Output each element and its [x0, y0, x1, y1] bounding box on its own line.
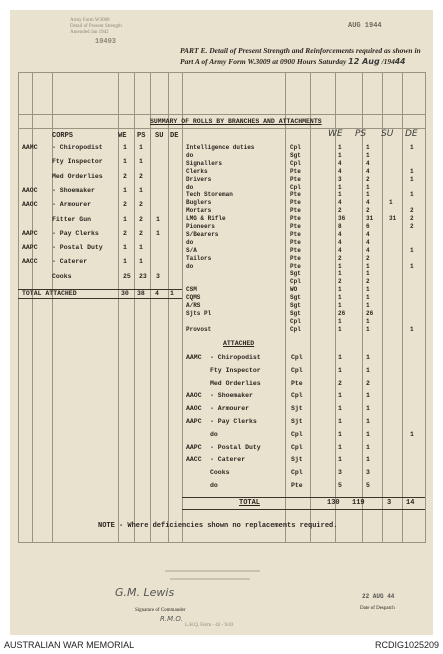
row-ps: 1	[366, 183, 370, 191]
row-corps: AACC	[22, 258, 38, 266]
left-sig-caption: Signature of Commander	[135, 608, 186, 613]
row-ps: 1	[366, 354, 370, 361]
footer-right: RCDIG1025209	[374, 640, 439, 650]
row-we: 1	[338, 191, 342, 199]
row-ps: 1	[366, 151, 370, 159]
row-de: 1	[410, 144, 414, 151]
row-trade: - Pay Clerks	[52, 229, 99, 237]
row-trade: Provost	[186, 325, 212, 333]
row-we: 1	[338, 430, 342, 438]
row-ps: 1	[139, 158, 143, 166]
grid-line	[362, 72, 363, 542]
row-we: 1	[123, 258, 127, 266]
right-sig-caption: Date of Despatch	[360, 606, 395, 611]
row-we: 2	[338, 207, 342, 215]
row-ps: 4	[366, 167, 370, 175]
row-rank: Pte	[290, 167, 301, 175]
row-rank: Pte	[290, 238, 301, 246]
row-we: 4	[338, 238, 342, 246]
grid-line	[182, 72, 183, 542]
row-rank: Sgt	[290, 294, 301, 302]
total-rule	[182, 509, 425, 510]
grand-total-label: TOTAL	[239, 499, 261, 507]
grid-line	[402, 72, 403, 542]
row-rank: Sgt	[290, 309, 301, 317]
row-rank: Cpl	[291, 443, 303, 451]
row-su: 3	[156, 272, 160, 280]
row-we: 1	[338, 325, 342, 333]
row-rank: Pte	[290, 230, 301, 238]
row-trade: do	[186, 151, 194, 159]
row-we: 1	[123, 215, 127, 223]
row-we: 4	[338, 246, 342, 254]
row-ps: 1	[139, 244, 143, 252]
attached-heading: ATTACHED	[223, 340, 255, 347]
row-rank: Cpl	[290, 317, 301, 325]
row-trade: Buglers	[186, 199, 212, 207]
row-rank: Pte	[290, 207, 301, 215]
row-we: 1	[338, 456, 342, 464]
row-de: 1	[410, 246, 414, 254]
document-sheet	[10, 10, 433, 635]
row-we: 1	[338, 366, 342, 374]
row-corps: AAOC	[186, 392, 202, 400]
grand-total-ps: 119	[352, 499, 365, 507]
row-we: 1	[123, 158, 127, 166]
row-we: 1	[338, 443, 342, 451]
row-rank: Cpl	[290, 325, 301, 333]
row-corps: AAOC	[22, 201, 38, 209]
row-ps: 1	[366, 430, 370, 438]
row-trade: do	[186, 262, 194, 270]
row-we: 5	[338, 482, 342, 489]
row-rank: Sjt	[291, 456, 303, 464]
row-ps: 23	[139, 272, 147, 280]
row-ps: 4	[366, 238, 370, 246]
row-ps: 1	[366, 405, 370, 413]
row-trade: Pioneers	[186, 223, 215, 230]
row-rank: Cpl	[291, 392, 303, 400]
part-subtitle	[180, 57, 405, 66]
grid-line	[18, 114, 426, 115]
grid-line	[118, 72, 119, 542]
row-rank: WO	[290, 286, 298, 294]
grand-total-su: 3	[387, 499, 392, 507]
row-we: 1	[123, 144, 127, 151]
row-trade: - Caterer	[210, 456, 246, 464]
row-ps: 2	[139, 172, 143, 180]
row-trade: Drivers	[186, 175, 212, 183]
grid-line	[32, 72, 33, 542]
row-corps: AAMC	[22, 144, 38, 151]
row-trade: - Chiropodist	[52, 144, 103, 151]
left-heading-we: WE	[118, 132, 127, 140]
grid-line	[168, 72, 169, 542]
grid-line	[134, 72, 135, 542]
row-trade: Cooks	[52, 272, 72, 280]
row-rank: Pte	[291, 482, 303, 489]
left-heading-corps: CORPS	[52, 132, 74, 140]
row-trade: CQMS	[186, 294, 201, 302]
commander-signature: G.M. Lewis	[115, 586, 175, 599]
row-trade: - Postal Duty	[52, 244, 103, 252]
total-rule	[18, 298, 182, 299]
total-rule	[182, 497, 425, 498]
row-ps: 2	[366, 254, 370, 262]
row-we: 1	[338, 183, 342, 191]
column-head-de: DE	[405, 129, 418, 139]
grid-line	[335, 72, 336, 542]
row-trade: - Shoemaker	[52, 186, 95, 194]
grid-line	[18, 72, 426, 73]
row-de: 2	[410, 223, 414, 230]
row-trade: Mortars	[186, 207, 212, 215]
row-we: 8	[338, 223, 342, 230]
row-rank: Pte	[290, 262, 301, 270]
row-rank: Sjt	[291, 418, 303, 425]
row-ps: 2	[139, 201, 143, 209]
row-rank: Sgt	[290, 151, 301, 159]
row-ps: 1	[366, 392, 370, 400]
row-ps: 31	[366, 215, 374, 223]
row-trade: S/Bearers	[186, 230, 219, 238]
row-ps: 2	[139, 215, 143, 223]
row-trade: - Armourer	[210, 405, 250, 413]
row-ps: 1	[366, 302, 370, 309]
row-ps: 3	[366, 469, 370, 477]
row-trade: - Pay Clerks	[210, 418, 257, 425]
row-ps: 1	[366, 270, 370, 278]
left-heading-de: DE	[170, 132, 179, 140]
row-we: 3	[338, 469, 342, 477]
faint-stamp-mark	[170, 578, 250, 580]
row-rank: Pte	[290, 215, 301, 223]
row-we: 3	[338, 175, 342, 183]
row-ps: 4	[366, 199, 370, 207]
row-ps: 2	[366, 175, 370, 183]
row-rank: Pte	[290, 191, 301, 199]
row-trade: - Postal Duty	[210, 443, 261, 451]
row-trade: do	[186, 183, 194, 191]
row-rank: Pte	[290, 175, 301, 183]
row-we: 26	[338, 309, 346, 317]
row-ps: 4	[366, 230, 370, 238]
row-ps: 2	[366, 278, 370, 286]
row-we: 1	[123, 186, 127, 194]
row-trade: Med Orderlies	[52, 172, 103, 180]
row-de: 1	[410, 191, 414, 199]
row-rank: Pte	[290, 199, 301, 207]
part-title: PART E. Detail of Present Strength and Reinforcements required as shown in	[180, 46, 421, 55]
left-total-ps: 38	[137, 290, 145, 297]
row-rank: Pte	[290, 246, 301, 254]
row-trade: Tailors	[186, 254, 212, 262]
row-de: 1	[410, 325, 414, 333]
row-we: 1	[338, 405, 342, 413]
row-trade: do	[210, 430, 218, 438]
footer-bar	[0, 638, 443, 654]
row-ps: 2	[366, 379, 370, 387]
row-corps: AAPC	[186, 443, 202, 451]
row-we: 2	[123, 201, 127, 209]
column-head-su: SU	[381, 129, 394, 139]
row-trade: Fitter Gun	[52, 215, 92, 223]
row-su: 31	[389, 215, 397, 223]
row-trade: Tech Storeman	[186, 191, 233, 199]
row-we: 1	[338, 418, 342, 425]
row-rank: Cpl	[291, 430, 303, 438]
row-rank: Pte	[291, 379, 303, 387]
row-ps: 1	[139, 258, 143, 266]
row-ps: 4	[366, 246, 370, 254]
left-total-label: TOTAL ATTACHED	[22, 290, 77, 297]
row-ps: 1	[139, 186, 143, 194]
note: NOTE - Where deficiencies shown no replacements required.	[98, 522, 338, 530]
row-trade: A/RS	[186, 302, 201, 309]
row-rank: Sgt	[290, 270, 301, 278]
left-total-de: 1	[170, 290, 174, 297]
column-head-ps: PS	[355, 129, 367, 139]
row-rank: Cpl	[290, 183, 301, 191]
row-we: 1	[338, 151, 342, 159]
row-trade: Cooks	[210, 469, 230, 477]
row-we: 2	[123, 172, 127, 180]
left-heading-su: SU	[155, 132, 164, 140]
row-trade: Signallers	[186, 159, 223, 167]
row-ps: 4	[366, 159, 370, 167]
form-ref-line: Amended Jan 1942	[70, 30, 109, 35]
row-rank: Cpl	[290, 278, 301, 286]
row-we: 4	[338, 159, 342, 167]
row-corps: AAOC	[22, 186, 38, 194]
handwritten-date: 12 Aug	[348, 57, 380, 66]
row-we: 1	[338, 286, 342, 294]
row-corps: AAMC	[186, 354, 202, 361]
row-de: 2	[410, 207, 414, 215]
row-ps: 1	[366, 144, 370, 151]
row-corps: AAOC	[186, 405, 202, 413]
row-we: 36	[338, 215, 346, 223]
row-trade: CSM	[186, 286, 197, 294]
handwritten-year: 44	[394, 57, 406, 66]
row-corps: AAPC	[22, 244, 38, 252]
row-rank: Sjt	[291, 405, 303, 413]
row-trade: Med Orderlies	[210, 379, 261, 387]
received-stamp: AUG 1944	[348, 22, 382, 30]
row-trade: do	[186, 238, 194, 246]
row-ps: 2	[139, 229, 143, 237]
row-ps: 1	[366, 325, 370, 333]
row-we: 4	[338, 167, 342, 175]
row-we: 1	[338, 302, 342, 309]
row-rank: Sgt	[290, 302, 301, 309]
row-trade: LMG & Rifle	[186, 215, 226, 223]
grand-total-de: 14	[406, 499, 415, 507]
row-we: 1	[338, 270, 342, 278]
grid-line	[285, 72, 286, 542]
row-we: 4	[338, 230, 342, 238]
row-trade: - Armourer	[52, 201, 92, 209]
faint-stamp-mark	[165, 570, 260, 572]
row-trade: S/A	[186, 246, 197, 254]
column-head-we: WE	[328, 129, 343, 139]
grid-line	[150, 72, 151, 542]
row-we: 1	[338, 262, 342, 270]
row-we: 2	[123, 229, 127, 237]
row-corps: AAPC	[22, 229, 38, 237]
left-total-su: 4	[155, 290, 159, 297]
row-de: 1	[410, 167, 414, 175]
row-de: 1	[410, 430, 414, 438]
year-suffix: /194	[381, 57, 395, 66]
row-trade: Fty Inspector	[52, 158, 103, 166]
row-trade: Sjts Pl	[186, 309, 212, 317]
row-ps: 1	[366, 286, 370, 294]
serial-stamp: 10493	[95, 38, 117, 46]
row-ps: 1	[366, 418, 370, 425]
row-rank: Cpl	[291, 366, 303, 374]
row-trade: Fty Inspector	[210, 366, 261, 374]
row-corps: AACC	[186, 456, 202, 464]
row-we: 2	[338, 379, 342, 387]
row-we: 2	[338, 254, 342, 262]
row-ps: 1	[366, 262, 370, 270]
row-rank: Cpl	[290, 159, 301, 167]
row-trade: Intelligence duties	[186, 144, 255, 151]
row-we: 1	[338, 354, 342, 361]
row-rank: Cpl	[290, 144, 301, 151]
grid-line	[52, 72, 53, 542]
row-ps: 1	[366, 443, 370, 451]
row-we: 25	[123, 272, 131, 280]
row-we: 1	[338, 294, 342, 302]
grid-line	[425, 72, 426, 542]
row-de: 1	[410, 175, 414, 183]
row-ps: 26	[366, 309, 374, 317]
form-ref-block	[70, 18, 122, 36]
row-trade: - Caterer	[52, 258, 88, 266]
part-subtitle-text: Part A of Army Form W.3009 at 0900 Hours Saturday	[180, 57, 347, 66]
left-total-we: 30	[121, 290, 129, 297]
row-trade: do	[210, 482, 218, 489]
row-ps: 1	[366, 294, 370, 302]
row-we: 1	[338, 144, 342, 151]
row-rank: Pte	[290, 254, 301, 262]
row-rank: Cpl	[291, 469, 303, 477]
grid-line	[18, 72, 19, 542]
grand-total-we: 130	[327, 499, 340, 507]
row-trade: - Chiropodist	[210, 354, 261, 361]
row-ps: 1	[139, 144, 143, 151]
despatch-date: 22 AUG 44	[362, 593, 395, 600]
grid-line	[382, 72, 383, 542]
row-de: 1	[410, 262, 414, 270]
row-trade: - Shoemaker	[210, 392, 253, 400]
row-ps: 1	[366, 191, 370, 199]
row-ps: 2	[366, 207, 370, 215]
row-corps: AAPC	[186, 418, 202, 425]
row-we: 1	[338, 392, 342, 400]
row-rank: Pte	[290, 223, 301, 230]
row-su: 1	[156, 215, 160, 223]
form-ref-line: Detail of Present Strength	[70, 24, 122, 29]
row-ps: 1	[366, 456, 370, 464]
row-rank: Cpl	[291, 354, 303, 361]
row-we: 4	[338, 199, 342, 207]
summary-title: SUMMARY OF ROLLS BY BRANCHES AND ATTACHMENTS	[150, 118, 322, 125]
row-su: 1	[389, 199, 393, 207]
form-ref-line: Army Form W3008	[70, 18, 110, 23]
row-ps: 1	[366, 366, 370, 374]
footer-left: AUSTRALIAN WAR MEMORIAL	[4, 640, 135, 650]
row-ps: 1	[366, 317, 370, 325]
left-heading-ps: PS	[137, 132, 146, 140]
row-su: 1	[156, 229, 160, 237]
form-code: L.H.Q. Form - 42 - 9/43	[185, 623, 234, 628]
row-we: 1	[338, 317, 342, 325]
row-trade: Clerks	[186, 167, 208, 175]
row-ps: 6	[366, 223, 370, 230]
row-we: 1	[123, 244, 127, 252]
row-ps: 5	[366, 482, 370, 489]
row-de: 2	[410, 215, 414, 223]
grid-line	[310, 72, 311, 542]
row-we: 2	[338, 278, 342, 286]
grid-line	[18, 542, 426, 543]
initials: R.M.O.	[160, 615, 183, 623]
